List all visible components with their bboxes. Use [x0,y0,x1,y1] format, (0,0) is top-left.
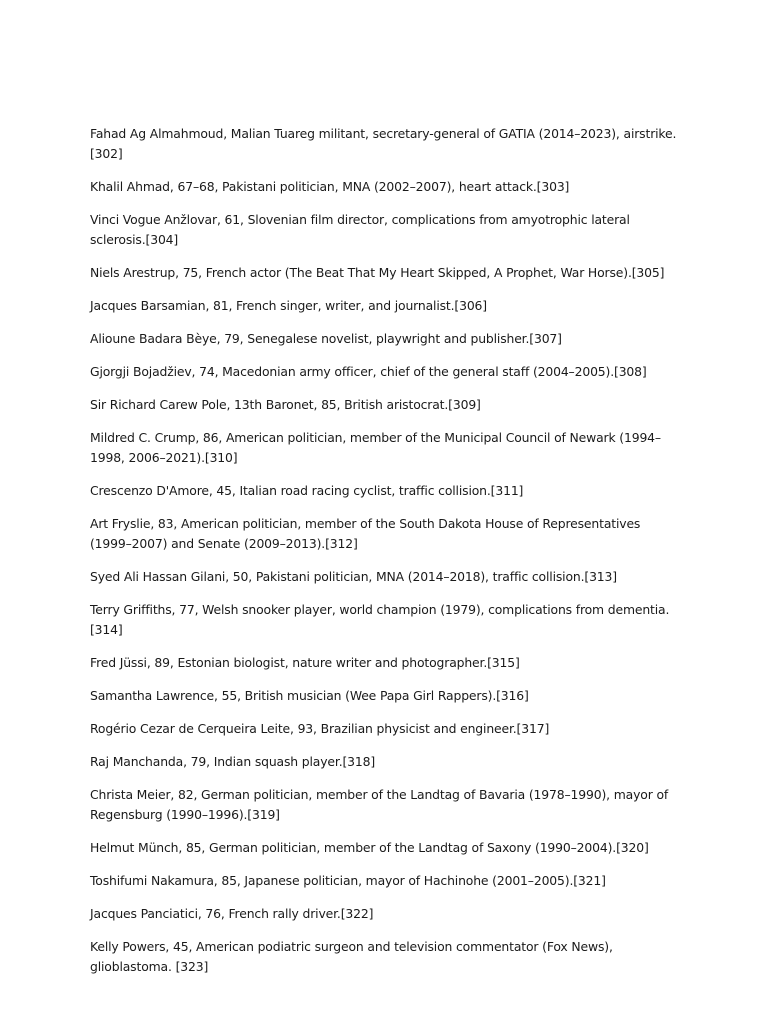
list-item: Fahad Ag Almahmoud, Malian Tuareg militant, secretary-general of GATIA (2014–2023), airstrike.[302] [90,126,677,161]
list-item: Crescenzo D'Amore, 45, Italian road racing cyclist, traffic collision.[311] [90,483,524,498]
list-item: Toshifumi Nakamura, 85, Japanese politician, mayor of Hachinohe (2001–2005).[321] [90,873,606,888]
list-item: Mildred C. Crump, 86, American politician, member of the Municipal Council of Newark (1994–1998, 2006–2021).[310] [90,430,661,465]
list-item: Jacques Barsamian, 81, French singer, writer, and journalist.[306] [90,298,487,313]
list-item: Gjorgji Bojadžiev, 74, Macedonian army officer, chief of the general staff (2004–2005).[308] [90,364,647,379]
list-item: Alioune Badara Bèye, 79, Senegalese novelist, playwright and publisher.[307] [90,331,562,346]
list-item: Sir Richard Carew Pole, 13th Baronet, 85, British aristocrat.[309] [90,397,481,412]
list-item: Rogério Cezar de Cerqueira Leite, 93, Brazilian physicist and engineer.[317] [90,721,550,736]
list-item: Syed Ali Hassan Gilani, 50, Pakistani politician, MNA (2014–2018), traffic collision.[313] [90,569,617,584]
list-item: Samantha Lawrence, 55, British musician (Wee Papa Girl Rappers).[316] [90,688,529,703]
list-item: Helmut Münch, 85, German politician, member of the Landtag of Saxony (1990–2004).[320] [90,840,649,855]
list-item: Christa Meier, 82, German politician, member of the Landtag of Bavaria (1978–1990), mayor of Regensburg (1990–1996).[319] [90,787,669,822]
list-item: Vinci Vogue Anžlovar, 61, Slovenian film director, complications from amyotrophic lateral sclerosis.[304] [90,212,630,247]
list-item: Niels Arestrup, 75, French actor (The Beat That My Heart Skipped, A Prophet, War Horse).[305] [90,265,665,280]
list-item: Jacques Panciatici, 76, French rally driver.[322] [90,906,374,921]
list-item: Art Fryslie, 83, American politician, member of the South Dakota House of Representatives (1999–2007) and Senate (2009–2013).[312] [90,516,641,551]
list-item: Khalil Ahmad, 67–68, Pakistani politician, MNA (2002–2007), heart attack.[303] [90,179,570,194]
list-item: Terry Griffiths, 77, Welsh snooker player, world champion (1979), complications from dementia.[314] [90,602,670,637]
list-item: Kelly Powers, 45, American podiatric surgeon and television commentator (Fox News), glioblastoma. [323] [90,939,613,974]
list-item: Fred Jüssi, 89, Estonian biologist, nature writer and photographer.[315] [90,655,520,670]
list-item: Raj Manchanda, 79, Indian squash player.[318] [90,754,376,769]
document-page [90,124,680,990]
